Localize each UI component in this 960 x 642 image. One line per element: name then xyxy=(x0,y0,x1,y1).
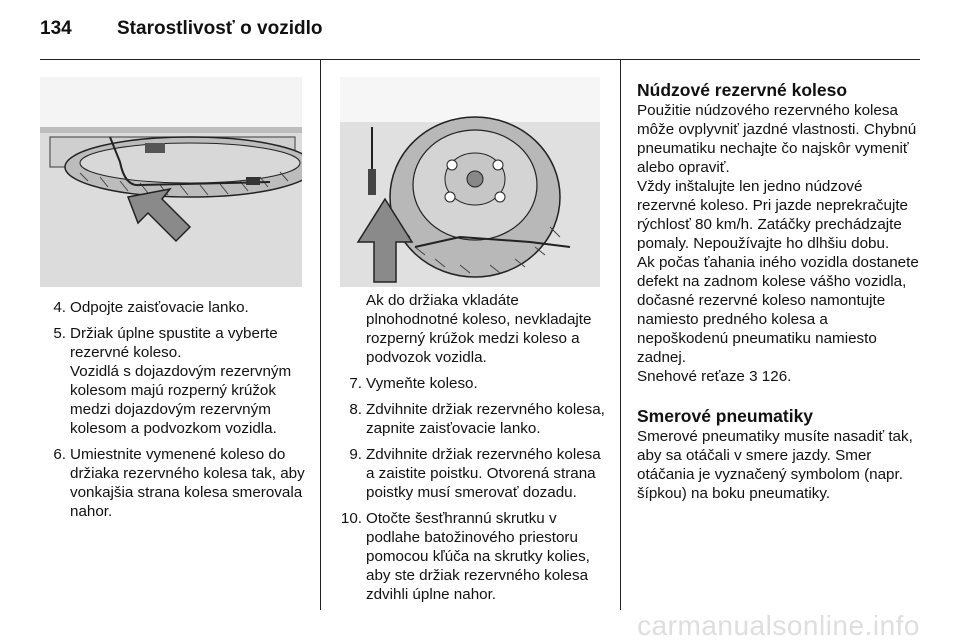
page-number: 134 xyxy=(40,18,72,39)
step-number: 9. xyxy=(349,446,362,463)
page-title: Starostlivosť o vozidlo xyxy=(117,18,323,39)
step-text: Držiak úplne spustite a vyberte rezervné koleso. xyxy=(70,325,278,361)
steps-list-col1 xyxy=(44,298,314,521)
step-number: 5. xyxy=(53,325,66,342)
paragraph: Použitie núdzového rezervného kolesa môže ovplyvniť jazdné vlastnosti. Chybnú pneumatiku nechajte čo najskôr vymeniť alebo opraviť. xyxy=(637,102,917,176)
column-divider-1 xyxy=(320,60,321,610)
list-item xyxy=(44,298,314,317)
step-text: Umiestnite vymenené koleso do držiaka rezervného kolesa tak, aby vonkajšia strana kolesa smerovala nahor. xyxy=(70,446,305,520)
list-item xyxy=(44,324,314,438)
figure-spare-wheel-lowered xyxy=(40,77,302,287)
step-note: Vozidlá s dojazdovým rezervným kolesom majú rozperný krúžok medzi dojazdovým rezervným kolesom a podvozkom vozidla. xyxy=(70,363,292,437)
list-item xyxy=(336,445,608,502)
header-rule xyxy=(40,59,920,60)
step-text: Zdvihnite držiak rezervného kolesa a zaistite poistku. Otvorená strana poistky musí smerovať dozadu. xyxy=(366,446,601,501)
steps-list-col2 xyxy=(336,374,608,604)
step-number: 8. xyxy=(349,401,362,418)
step-number: 10. xyxy=(340,510,362,527)
paragraph: Ak počas ťahania iného vozidla dostanete defekt na zadnom kolese vášho vozidla, dočasné rezervné koleso namontujte namiesto predného kolesa a nepoškodenú pneumatiku namiesto zadnej. xyxy=(637,254,919,366)
paragraph: Vždy inštalujte len jedno núdzové rezervné koleso. Pri jazde neprekračujte rýchlosť 80 km/h. Zatáčky prechádzajte pomaly. Nepoužívajte ho dlhšiu dobu. xyxy=(637,178,908,252)
list-item xyxy=(336,374,608,393)
column-1-text xyxy=(44,298,314,528)
step-text: Vymeňte koleso. xyxy=(366,375,478,392)
cross-reference xyxy=(637,367,919,386)
step-text: Otočte šesťhrannú skrutku v podlahe batožinového priestoru pomocou kľúča na skrutky kolies, aby ste držiak rezervného kolesa zdvihli úplne nahor. xyxy=(366,510,590,603)
reference-page-link[interactable]: 126. xyxy=(761,368,792,385)
step-text: Odpojte zaisťovacie lanko. xyxy=(70,299,249,316)
page-header xyxy=(0,0,960,62)
section-heading-directional-tyres: Smerové pneumatiky xyxy=(637,406,814,426)
list-item xyxy=(336,509,608,604)
paragraph: Smerové pneumatiky musíte nasadiť tak, aby sa otáčali v smere jazdy. Smer otáčania je vyznačený symbolom (napr. šípkou) na boku pneumatiky. xyxy=(637,428,913,502)
column-2-text xyxy=(336,291,608,611)
step-number: 7. xyxy=(349,375,362,392)
step-text: Zdvihnite držiak rezervného kolesa, zapnite zaisťovacie lanko. xyxy=(366,401,605,437)
list-item xyxy=(44,445,314,521)
reference-text: Snehové reťaze xyxy=(637,368,745,385)
step-number: 6. xyxy=(53,446,66,463)
intro-paragraph: Ak do držiaka vkladáte plnohodnotné koleso, nevkladajte rozperný krúžok medzi koleso a podvozok vozidla. xyxy=(366,292,592,366)
list-item xyxy=(336,400,608,438)
column-divider-2 xyxy=(620,60,621,610)
section-heading-emergency-wheel: Núdzové rezervné koleso xyxy=(637,80,848,100)
step-number: 4. xyxy=(53,299,66,316)
page-ref-arrow-icon: 3 xyxy=(749,368,758,385)
column-3-text xyxy=(637,80,919,503)
watermark: carmanualsonline.info xyxy=(637,610,920,641)
figure-spare-wheel-mounted xyxy=(340,77,600,287)
